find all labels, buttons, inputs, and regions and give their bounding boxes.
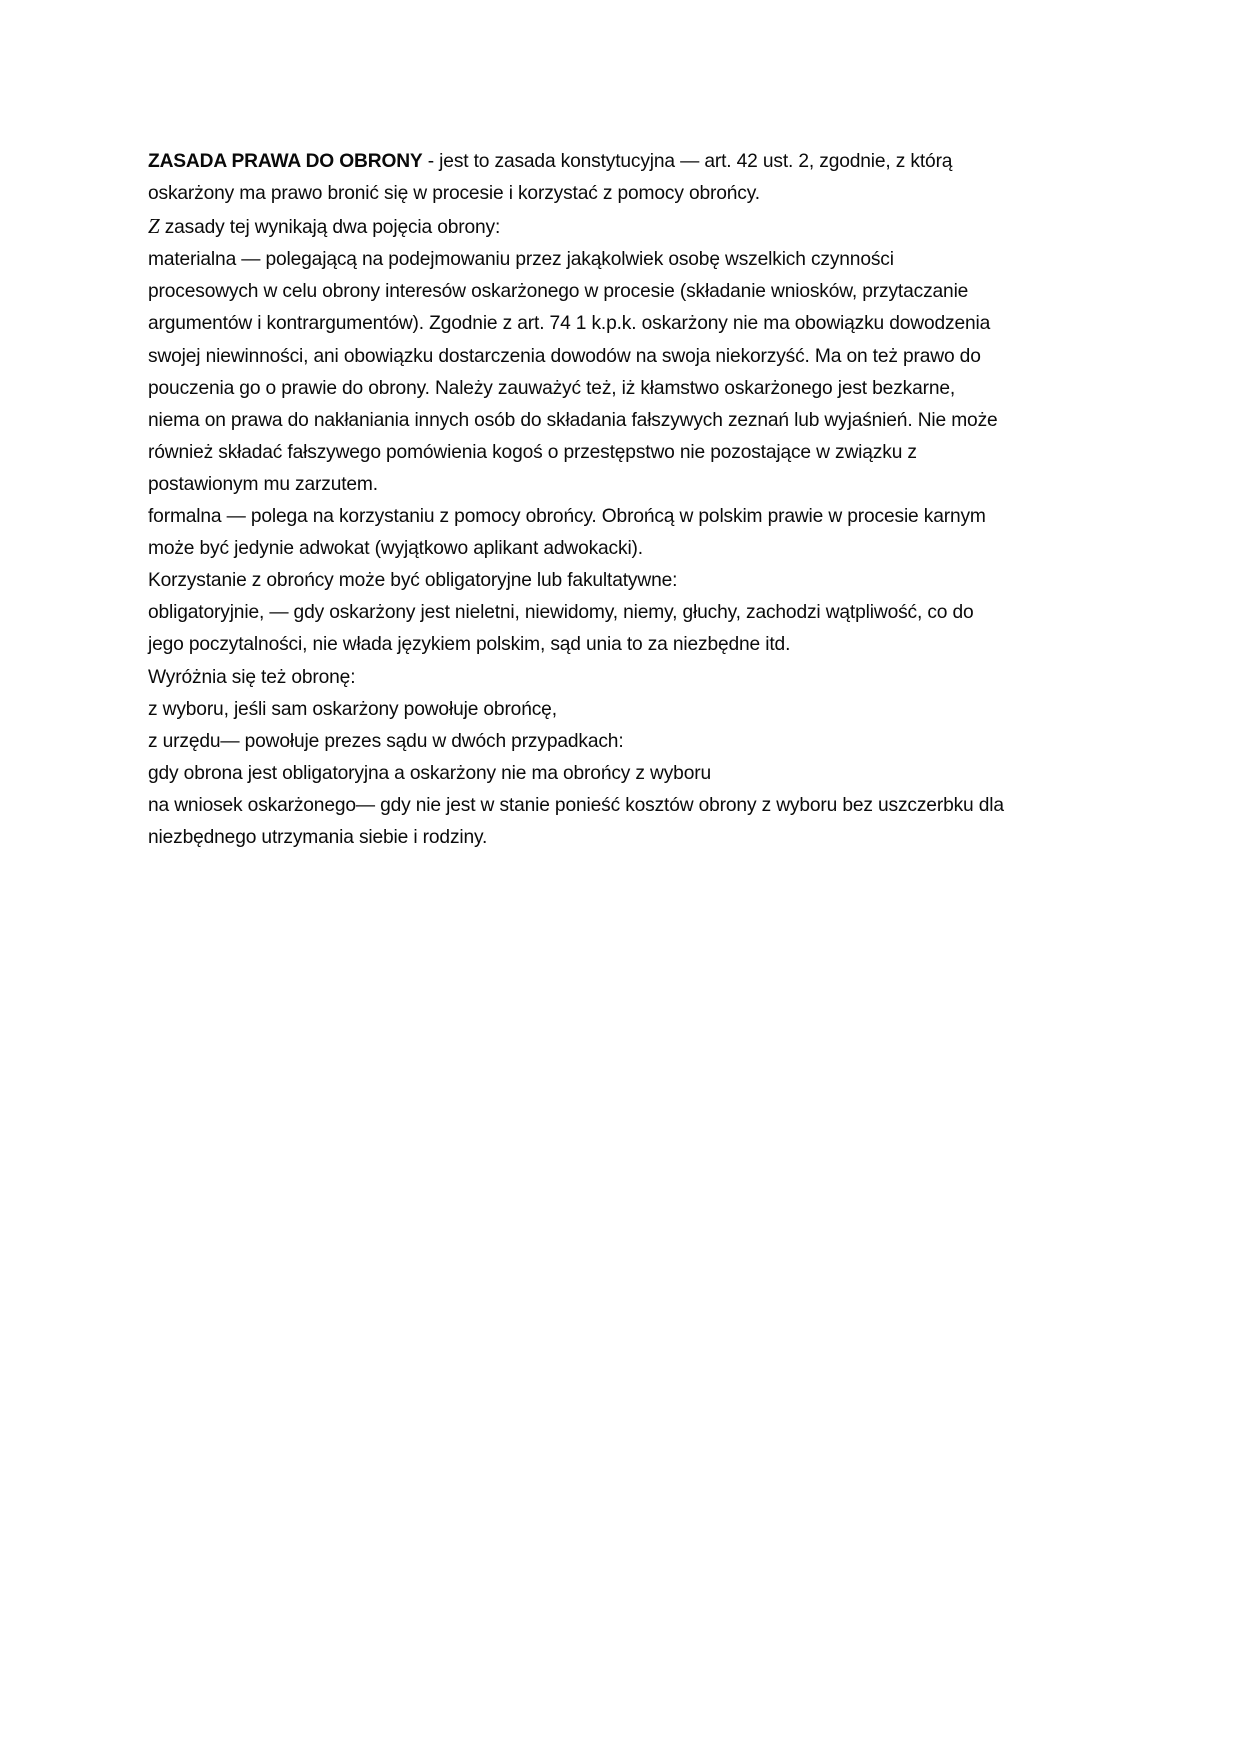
text-line: oskarżony ma prawo bronić się w procesie i korzystać z pomocy obrońcy. bbox=[148, 183, 760, 205]
text-line: procesowych w celu obrony interesów oskarżonego w procesie (składanie wniosków, przytaczanie bbox=[148, 281, 969, 303]
text-line: również składać fałszywego pomówienia kogoś o przestępstwo nie pozostające w związku z bbox=[148, 441, 917, 463]
title-line bbox=[148, 146, 1108, 178]
text-line: na wniosek oskarżonego— gdy nie jest w stanie ponieść kosztów obrony z wyboru bez uszczerbku dla bbox=[148, 794, 1004, 816]
text-line: może być jedynie adwokat (wyjątkowo aplikant adwokacki). bbox=[148, 538, 643, 560]
text-line: materialna — polegającą na podejmowaniu przez jakąkolwiek osobę wszelkich czynności bbox=[148, 249, 894, 271]
text-line: postawionym mu zarzutem. bbox=[148, 473, 378, 495]
z-prefix: Z bbox=[148, 214, 160, 239]
text-line: jego poczytalności, nie włada językiem polskim, sąd unia to za niezbędne itd. bbox=[148, 634, 791, 656]
text-line: Wyróżnia się też obronę: bbox=[148, 666, 356, 688]
text-line: Korzystanie z obrońcy może być obligatoryjne lub fakultatywne: bbox=[148, 570, 678, 592]
text-line: gdy obrona jest obligatoryjna a oskarżony nie ma obrońcy z wyboru bbox=[148, 762, 711, 784]
text-segment: zasady tej wynikają dwa pojęcia obrony: bbox=[164, 217, 501, 239]
document-heading: ZASADA PRAWA DO OBRONY bbox=[148, 151, 423, 172]
text-line: formalna — polega na korzystaniu z pomocy obrońcy. Obrońcą w polskim prawie w procesie karnym bbox=[148, 506, 986, 528]
text-line: niezbędnego utrzymania siebie i rodziny. bbox=[148, 826, 488, 848]
text-line: z wyboru, jeśli sam oskarżony powołuje obrońcę, bbox=[148, 698, 557, 720]
text-line: argumentów i kontrargumentów). Zgodnie z art. 74 1 k.p.k. oskarżony nie ma obowiązku dowodzenia bbox=[148, 313, 991, 335]
text-line bbox=[148, 210, 1108, 244]
text-line: niema on prawa do nakłaniania innych osób do składania fałszywych zeznań lub wyjaśnień. Nie może bbox=[148, 409, 998, 431]
text-line: obligatoryjnie, — gdy oskarżony jest nieletni, niewidomy, niemy, głuchy, zachodzi wątpliwość, co do bbox=[148, 602, 974, 624]
text-line: swojej niewinności, ani obowiązku dostarczenia dowodów na swoja niekorzyść. Ma on też prawo do bbox=[148, 345, 981, 367]
text-line: z urzędu— powołuje prezes sądu w dwóch przypadkach: bbox=[148, 730, 624, 752]
heading-continuation: - jest to zasada konstytucyjna — art. 42 ust. 2, zgodnie, z którą bbox=[422, 151, 953, 172]
document-body bbox=[148, 146, 1108, 854]
text-line: pouczenia go o prawie do obrony. Należy zauważyć też, iż kłamstwo oskarżonego jest bezkarne, bbox=[148, 377, 956, 399]
